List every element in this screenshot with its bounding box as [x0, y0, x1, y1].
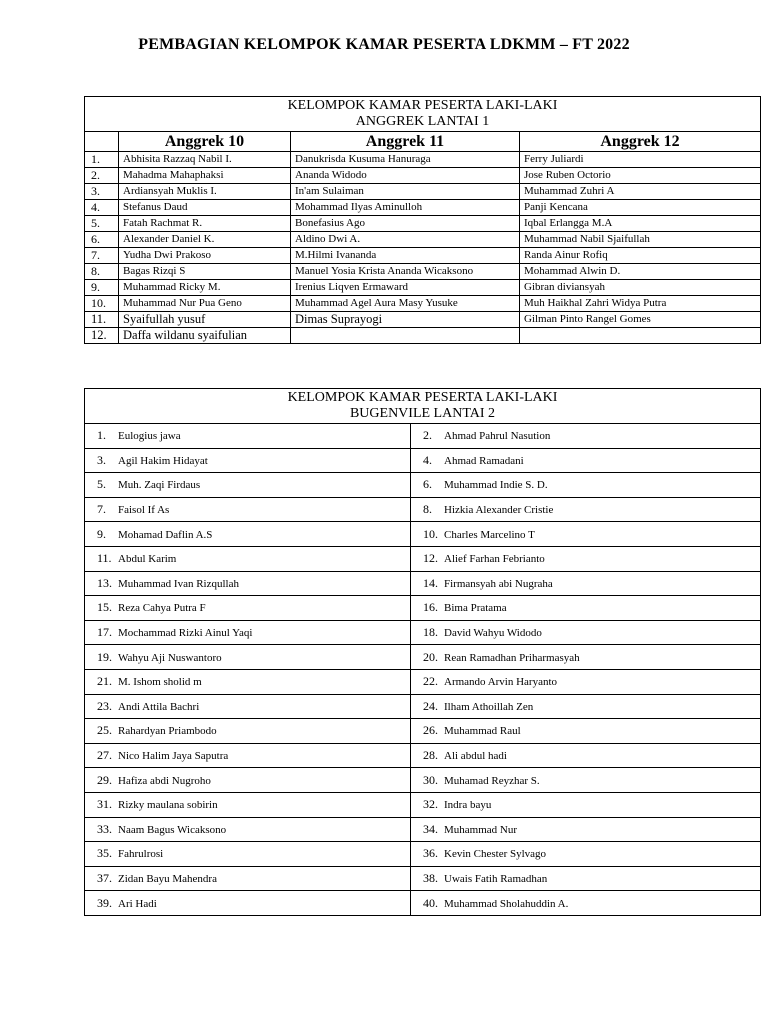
member-name: Rean Ramadhan Priharmasyah	[444, 651, 580, 664]
anggrek-10-member: Daffa wildanu syaifulian	[119, 328, 291, 344]
member-number: 18.	[423, 625, 438, 640]
row-number: 3.	[85, 184, 119, 200]
anggrek-12-member: Gibran diviansyah	[520, 280, 761, 296]
member-name: Agil Hakim Hidayat	[118, 454, 208, 467]
anggrek-11-member: Ananda Widodo	[291, 168, 520, 184]
member-number: 24.	[423, 698, 438, 713]
anggrek-11-member: Mohammad Ilyas Aminulloh	[291, 200, 520, 216]
table-row	[85, 817, 761, 842]
bugenvile-member-left	[85, 669, 411, 694]
member-name: Kevin Chester Sylvago	[444, 848, 547, 861]
member-name: Muhamad Reyzhar S.	[444, 774, 540, 787]
bugenvile-member-right	[411, 571, 761, 596]
member-number: 13.	[97, 575, 112, 590]
bugenvile-member-right	[411, 522, 761, 547]
anggrek-12-member: Jose Ruben Octorio	[520, 168, 761, 184]
member-name: Indra bayu	[444, 799, 492, 812]
anggrek-11-member: Manuel Yosia Krista Ananda Wicaksono	[291, 264, 520, 280]
anggrek-10-member: Ardiansyah Muklis I.	[119, 184, 291, 200]
bugenvile-member-right	[411, 620, 761, 645]
member-name: Muhammad Raul	[444, 725, 521, 738]
bugenvile-member-right	[411, 448, 761, 473]
bugenvile-member-right	[411, 473, 761, 498]
anggrek-10-member: Bagas Rizqi S	[119, 264, 291, 280]
anggrek-10-member: Mahadma Mahaphaksi	[119, 168, 291, 184]
member-name: Charles Marcelino T	[444, 528, 535, 541]
member-name: David Wahyu Widodo	[444, 627, 542, 640]
table-row	[85, 473, 761, 498]
bugenvile-member-right	[411, 743, 761, 768]
table-row	[85, 891, 761, 916]
member-number: 14.	[423, 575, 438, 590]
table-row	[85, 232, 761, 248]
member-name: Muhammad Nur	[444, 823, 518, 836]
anggrek-10-member: Alexander Daniel K.	[119, 232, 291, 248]
member-number: 39.	[97, 895, 112, 910]
member-name: Reza Cahya Putra F	[118, 602, 206, 615]
bugenvile-member-right	[411, 669, 761, 694]
table-row	[85, 448, 761, 473]
member-number: 12.	[423, 551, 438, 566]
bugenvile-member-left	[85, 768, 411, 793]
member-name: Hafiza abdi Nugroho	[118, 774, 211, 787]
member-name: Faisol If As	[118, 504, 170, 517]
member-number: 37.	[97, 870, 112, 885]
anggrek-12-member: Muhammad Zuhri A	[520, 184, 761, 200]
member-number: 11.	[97, 551, 112, 566]
bugenvile-member-left	[85, 891, 411, 916]
anggrek-10-member: Muhammad Nur Pua Geno	[119, 296, 291, 312]
member-number: 29.	[97, 772, 112, 787]
table-row	[85, 200, 761, 216]
table-row	[85, 328, 761, 344]
member-name: Ari Hadi	[118, 897, 157, 910]
table-row	[85, 669, 761, 694]
member-number: 28.	[423, 748, 438, 763]
member-name: Alief Farhan Febrianto	[444, 553, 545, 566]
bugenvile-member-right	[411, 694, 761, 719]
anggrek-11-member: Aldino Dwi A.	[291, 232, 520, 248]
bugenvile-member-left	[85, 497, 411, 522]
member-number: 25.	[97, 723, 112, 738]
member-number: 9.	[97, 526, 106, 541]
table-row	[85, 620, 761, 645]
anggrek-12-member: Mohammad Alwin D.	[520, 264, 761, 280]
table-row	[85, 168, 761, 184]
member-name: Rizky maulana sobirin	[118, 799, 218, 812]
member-name: Ahmad Pahrul Nasution	[444, 430, 551, 443]
bugenvile-member-right	[411, 891, 761, 916]
table-row	[85, 497, 761, 522]
row-number: 6.	[85, 232, 119, 248]
member-number: 31.	[97, 797, 112, 812]
table-row	[85, 719, 761, 744]
bugenvile-member-right	[411, 842, 761, 867]
member-number: 36.	[423, 846, 438, 861]
row-number: 1.	[85, 152, 119, 168]
member-name: Abdul Karim	[118, 553, 177, 566]
member-name: Nico Halim Jaya Saputra	[118, 750, 229, 763]
bugenvile-member-left	[85, 473, 411, 498]
bugenvile-room-table	[84, 388, 761, 916]
anggrek-10-member: Fatah Rachmat R.	[119, 216, 291, 232]
member-name: Andi Attila Bachri	[118, 700, 200, 713]
member-number: 8.	[423, 502, 432, 517]
table-row	[85, 522, 761, 547]
bugenvile-member-left	[85, 448, 411, 473]
row-number: 9.	[85, 280, 119, 296]
bugenvile-member-left	[85, 571, 411, 596]
member-number: 22.	[423, 674, 438, 689]
member-number: 6.	[423, 477, 432, 492]
row-number: 5.	[85, 216, 119, 232]
member-name: Muh. Zaqi Firdaus	[118, 479, 201, 492]
row-number: 12.	[85, 328, 119, 344]
bugenvile-member-left	[85, 546, 411, 571]
bugenvile-member-left	[85, 645, 411, 670]
table-row	[85, 424, 761, 449]
table-row	[85, 694, 761, 719]
bugenvile-header-line2: BUGENVILE LANTAI 2	[349, 406, 496, 421]
table-row	[85, 312, 761, 328]
bugenvile-member-left	[85, 424, 411, 449]
column-header-anggrek-11: Anggrek 11	[291, 132, 520, 152]
member-number: 23.	[97, 698, 112, 713]
member-name: Mohamad Daflin A.S	[118, 528, 213, 541]
member-name: Ahmad Ramadani	[444, 454, 524, 467]
bugenvile-member-right	[411, 645, 761, 670]
member-number: 20.	[423, 649, 438, 664]
anggrek-11-member	[291, 328, 520, 344]
member-number: 2.	[423, 428, 432, 443]
bugenvile-member-left	[85, 817, 411, 842]
member-number: 5.	[97, 477, 106, 492]
anggrek-12-member: Panji Kencana	[520, 200, 761, 216]
member-name: Muhammad Indie S. D.	[444, 479, 548, 492]
member-name: Zidan Bayu Mahendra	[118, 872, 217, 885]
number-column-header	[85, 132, 119, 152]
bugenvile-member-right	[411, 546, 761, 571]
member-number: 30.	[423, 772, 438, 787]
member-number: 27.	[97, 748, 112, 763]
table-row	[85, 866, 761, 891]
bugenvile-member-right	[411, 768, 761, 793]
member-number: 16.	[423, 600, 438, 615]
member-name: Eulogius jawa	[118, 430, 181, 443]
anggrek-12-member	[520, 328, 761, 344]
member-number: 10.	[423, 526, 438, 541]
anggrek-10-member: Stefanus Daud	[119, 200, 291, 216]
column-header-anggrek-10: Anggrek 10	[119, 132, 291, 152]
table-row	[85, 596, 761, 621]
bugenvile-table-header	[85, 389, 761, 424]
anggrek-11-member: In'am Sulaiman	[291, 184, 520, 200]
anggrek-11-member: Danukrisda Kusuma Hanuraga	[291, 152, 520, 168]
bugenvile-member-right	[411, 497, 761, 522]
anggrek-header-line2: ANGGREK LANTAI 1	[355, 114, 490, 129]
member-name: Armando Arvin Haryanto	[444, 676, 558, 689]
anggrek-11-member: M.Hilmi Ivananda	[291, 248, 520, 264]
member-name: Wahyu Aji Nuswantoro	[118, 651, 222, 664]
bugenvile-member-right	[411, 817, 761, 842]
bugenvile-member-left	[85, 694, 411, 719]
bugenvile-member-left	[85, 522, 411, 547]
member-name: Uwais Fatih Ramadhan	[444, 872, 548, 885]
member-number: 26.	[423, 723, 438, 738]
anggrek-11-member: Bonefasius Ago	[291, 216, 520, 232]
table-row	[85, 248, 761, 264]
column-header-anggrek-12: Anggrek 12	[520, 132, 761, 152]
member-number: 7.	[97, 502, 106, 517]
member-name: Fahrulrosi	[118, 848, 164, 861]
anggrek-11-member: Irenius Liqven Ermaward	[291, 280, 520, 296]
row-number: 4.	[85, 200, 119, 216]
row-number: 10.	[85, 296, 119, 312]
member-name: Bima Pratama	[444, 602, 507, 615]
bugenvile-member-right	[411, 719, 761, 744]
member-number: 3.	[97, 452, 106, 467]
bugenvile-member-left	[85, 792, 411, 817]
member-name: Naam Bagus Wicaksono	[118, 823, 227, 836]
bugenvile-header-line1: KELOMPOK KAMAR PESERTA LAKI-LAKI	[287, 390, 558, 405]
member-number: 35.	[97, 846, 112, 861]
member-name: Muhammad Sholahuddin A.	[444, 897, 569, 910]
member-number: 4.	[423, 452, 432, 467]
anggrek-10-member: Abhisita Razzaq Nabil I.	[119, 152, 291, 168]
bugenvile-member-right	[411, 424, 761, 449]
anggrek-12-member: Gilman Pinto Rangel Gomes	[520, 312, 761, 328]
table-row	[85, 645, 761, 670]
bugenvile-member-right	[411, 792, 761, 817]
page-title: PEMBAGIAN KELOMPOK KAMAR PESERTA LDKMM – FT 2022	[138, 36, 630, 53]
member-number: 19.	[97, 649, 112, 664]
table-row	[85, 571, 761, 596]
table-row	[85, 152, 761, 168]
anggrek-table-header	[85, 97, 761, 132]
member-number: 40.	[423, 895, 438, 910]
anggrek-header-line1: KELOMPOK KAMAR PESERTA LAKI-LAKI	[287, 98, 558, 113]
member-name: Muhammad Ivan Rizqullah	[118, 577, 239, 590]
member-number: 1.	[97, 428, 106, 443]
row-number: 2.	[85, 168, 119, 184]
anggrek-12-member: Randa Ainur Rofiq	[520, 248, 761, 264]
member-name: Hizkia Alexander Cristie	[444, 504, 554, 517]
table-row	[85, 768, 761, 793]
table-row	[85, 216, 761, 232]
anggrek-12-member: Muh Haikhal Zahri Widya Putra	[520, 296, 761, 312]
row-number: 7.	[85, 248, 119, 264]
member-name: Rahardyan Priambodo	[118, 725, 217, 738]
member-number: 21.	[97, 674, 112, 689]
table-row	[85, 842, 761, 867]
anggrek-11-member: Muhammad Agel Aura Masy Yusuke	[291, 296, 520, 312]
bugenvile-member-right	[411, 866, 761, 891]
bugenvile-member-left	[85, 719, 411, 744]
member-name: M. Ishom sholid m	[118, 676, 202, 689]
row-number: 11.	[85, 312, 119, 328]
bugenvile-member-left	[85, 866, 411, 891]
member-name: Firmansyah abi Nugraha	[444, 577, 553, 590]
row-number: 8.	[85, 264, 119, 280]
member-number: 15.	[97, 600, 112, 615]
anggrek-10-member: Muhammad Ricky M.	[119, 280, 291, 296]
anggrek-column-headers	[85, 132, 761, 152]
bugenvile-member-left	[85, 743, 411, 768]
member-number: 38.	[423, 870, 438, 885]
anggrek-room-table	[84, 96, 761, 344]
member-number: 33.	[97, 821, 112, 836]
member-number: 17.	[97, 625, 112, 640]
member-name: Ali abdul hadi	[444, 750, 507, 763]
table-row	[85, 264, 761, 280]
member-name: Ilham Athoillah Zen	[444, 700, 534, 713]
anggrek-11-member: Dimas Suprayogi	[291, 312, 520, 328]
bugenvile-member-left	[85, 842, 411, 867]
anggrek-10-member: Syaifullah yusuf	[119, 312, 291, 328]
table-row	[85, 743, 761, 768]
bugenvile-member-left	[85, 620, 411, 645]
table-row	[85, 296, 761, 312]
table-row	[85, 792, 761, 817]
anggrek-12-member: Ferry Juliardi	[520, 152, 761, 168]
table-row	[85, 280, 761, 296]
table-row	[85, 184, 761, 200]
anggrek-12-member: Muhammad Nabil Sjaifullah	[520, 232, 761, 248]
bugenvile-member-left	[85, 596, 411, 621]
bugenvile-member-right	[411, 596, 761, 621]
anggrek-10-member: Yudha Dwi Prakoso	[119, 248, 291, 264]
member-name: Mochammad Rizki Ainul Yaqi	[118, 627, 253, 640]
member-number: 34.	[423, 821, 438, 836]
anggrek-12-member: Iqbal Erlangga M.A	[520, 216, 761, 232]
member-number: 32.	[423, 797, 438, 812]
table-row	[85, 546, 761, 571]
